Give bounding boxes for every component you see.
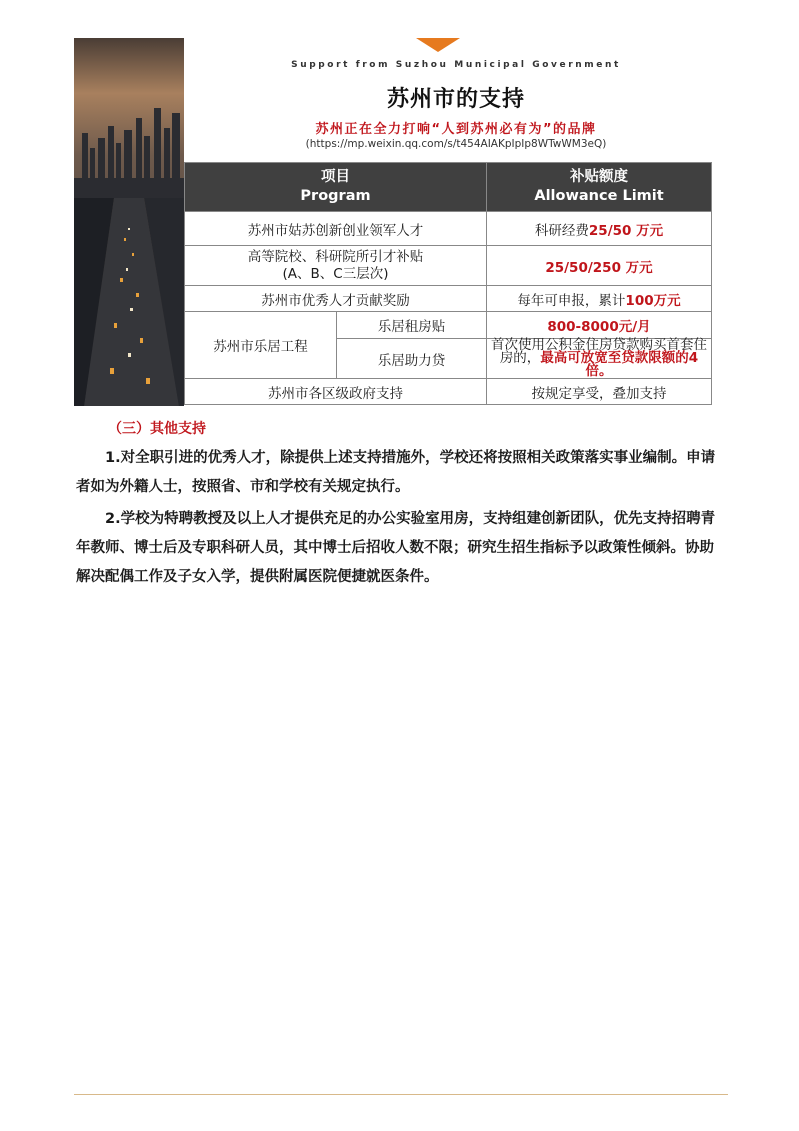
table-header-row: [185, 163, 712, 212]
row-allowance-prefix: 每年可申报，累计: [517, 292, 626, 309]
row-program: 苏州市优秀人才贡献奖励: [185, 286, 487, 312]
header-allowance-en: Allowance Limit: [534, 188, 664, 204]
table-row: [185, 379, 712, 405]
banner-slogan: 苏州正在全力打响“人到苏州必有为”的品牌: [315, 122, 597, 137]
banner-subtitle-en: Support from Suzhou Municipal Government: [291, 60, 621, 70]
row-allowance-highlight: 25/50 万元: [588, 222, 664, 239]
table-row: [185, 246, 712, 286]
suzhou-support-banner: [74, 38, 728, 406]
city-skyline-photo: [74, 38, 184, 406]
support-table: [184, 162, 712, 405]
row-allowance: [487, 339, 712, 379]
row-program: 苏州市乐居工程: [185, 312, 337, 379]
header-program-en: Program: [300, 188, 371, 204]
row-program-line2: (A、B、C三层次): [282, 265, 389, 282]
banner-url[interactable]: (https://mp.weixin.qq.com/s/t454AIAKpIpIp8WTwWM3eQ): [305, 138, 607, 150]
row-allowance-prefix: 科研经费: [534, 222, 589, 239]
row-allowance: 按规定享受，叠加支持: [487, 379, 712, 405]
row-allowance-highlight: 最高可放宽至贷款限额的4倍。: [540, 350, 699, 379]
row-allowance: [487, 212, 712, 246]
banner-title: 苏州市的支持: [386, 87, 525, 112]
row-program-line1: 高等院校、科研院所引才补贴: [247, 248, 424, 265]
paragraph-2: 2.学校为特聘教授及以上人才提供充足的办公实验室用房，支持组建创新团队，优先支持招聘青年教师、博士后及专职科研人员，其中博士后招收人数不限；研究生招生指标予以政策性倾斜。协助解决配偶工作及子女入学，提供附属医院便捷就医条件。: [76, 511, 716, 585]
row-subprogram: 乐居助力贷: [337, 339, 487, 379]
row-allowance: [487, 246, 712, 286]
header-allowance: [487, 163, 712, 212]
row-program: 苏州市姑苏创新创业领军人才: [185, 212, 487, 246]
row-subprogram: 乐居租房贴: [337, 312, 487, 339]
table-row: [185, 312, 712, 339]
row-program: [185, 246, 487, 286]
table-row: [185, 286, 712, 312]
header-allowance-cn: 补贴额度: [570, 169, 629, 185]
table-row: [185, 212, 712, 246]
header-program-cn: 项目: [321, 169, 350, 185]
row-allowance-prefix: 首次使用公积金住房贷款购买首套住房的，: [491, 337, 708, 366]
row-allowance: [487, 312, 712, 339]
paragraph-1: 1.对全职引进的优秀人才，除提供上述支持措施外，学校还将按照相关政策落实事业编制。申请者如为外籍人士，按照省、市和学校有关规定执行。: [76, 450, 716, 495]
footer-divider: [74, 1094, 728, 1095]
orange-triangle-icon: [416, 38, 460, 52]
row-allowance-highlight: 25/50/250 万元: [545, 259, 653, 276]
row-allowance-highlight: 100万元: [625, 292, 681, 309]
support-panel: [184, 38, 728, 406]
section-heading: （三）其他支持: [108, 421, 206, 437]
row-program: 苏州市各区级政府支持: [185, 379, 487, 405]
row-allowance-highlight: 800-8000元/月: [547, 319, 651, 335]
header-program: [185, 163, 487, 212]
row-allowance: [487, 286, 712, 312]
